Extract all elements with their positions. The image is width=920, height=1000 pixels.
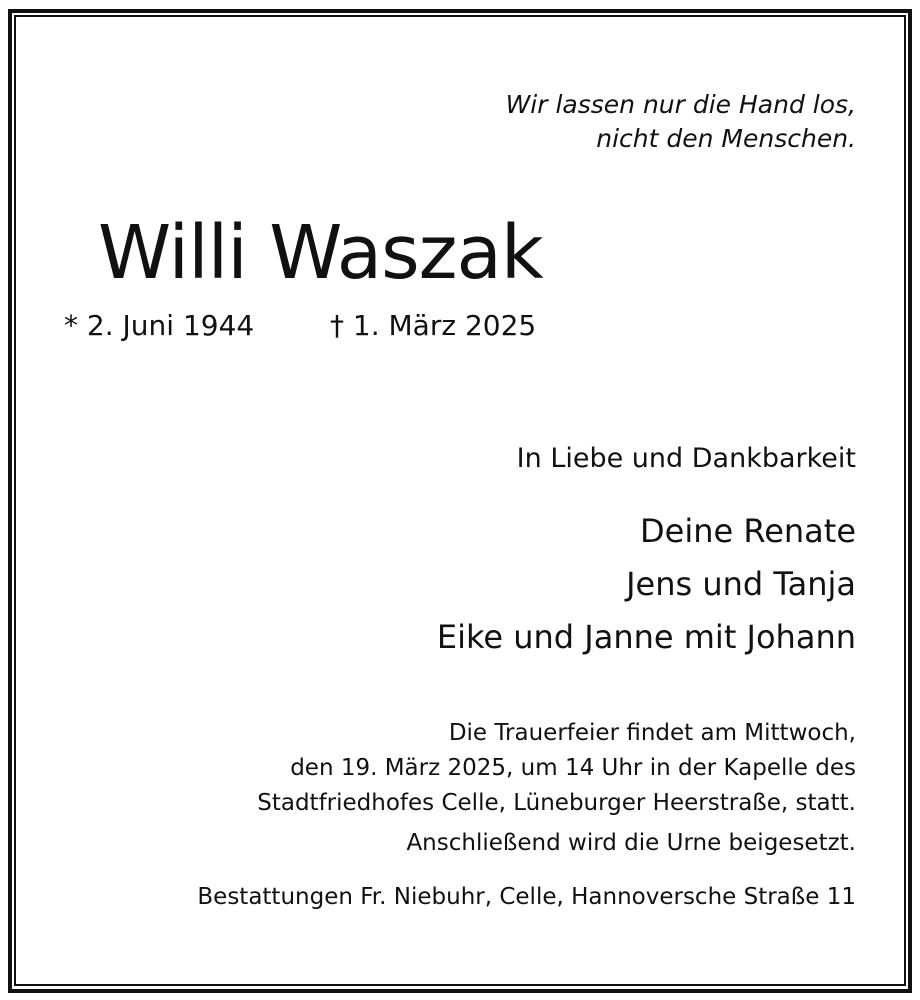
funeral-service-info bbox=[257, 716, 856, 821]
family-member: Eike und Janne mit Johann bbox=[436, 618, 856, 656]
birth-date: * 2. Juni 1944 bbox=[64, 309, 255, 342]
service-line-1: Die Trauerfeier findet am Mittwoch, bbox=[448, 720, 856, 746]
burial-info: Anschließend wird die Urne beigesetzt. bbox=[406, 830, 856, 856]
dedication-line: In Liebe und Dankbarkeit bbox=[516, 443, 856, 474]
deceased-name: Willi Waszak bbox=[98, 210, 543, 296]
death-date: † 1. März 2025 bbox=[330, 309, 537, 342]
service-line-3: Stadtfriedhofes Celle, Lüneburger Heerstraße, statt. bbox=[257, 790, 856, 816]
quote-line-2: nicht den Menschen. bbox=[596, 124, 856, 153]
quote-line-1: Wir lassen nur die Hand los, bbox=[505, 90, 856, 119]
family-signatures bbox=[437, 505, 856, 664]
service-line-2: den 19. März 2025, um 14 Uhr in der Kapelle des bbox=[290, 755, 856, 781]
undertaker-info: Bestattungen Fr. Niebuhr, Celle, Hannoversche Straße 11 bbox=[197, 884, 856, 910]
family-member: Jens und Tanja bbox=[626, 565, 856, 603]
memorial-quote bbox=[506, 88, 856, 156]
family-member: Deine Renate bbox=[640, 512, 856, 550]
